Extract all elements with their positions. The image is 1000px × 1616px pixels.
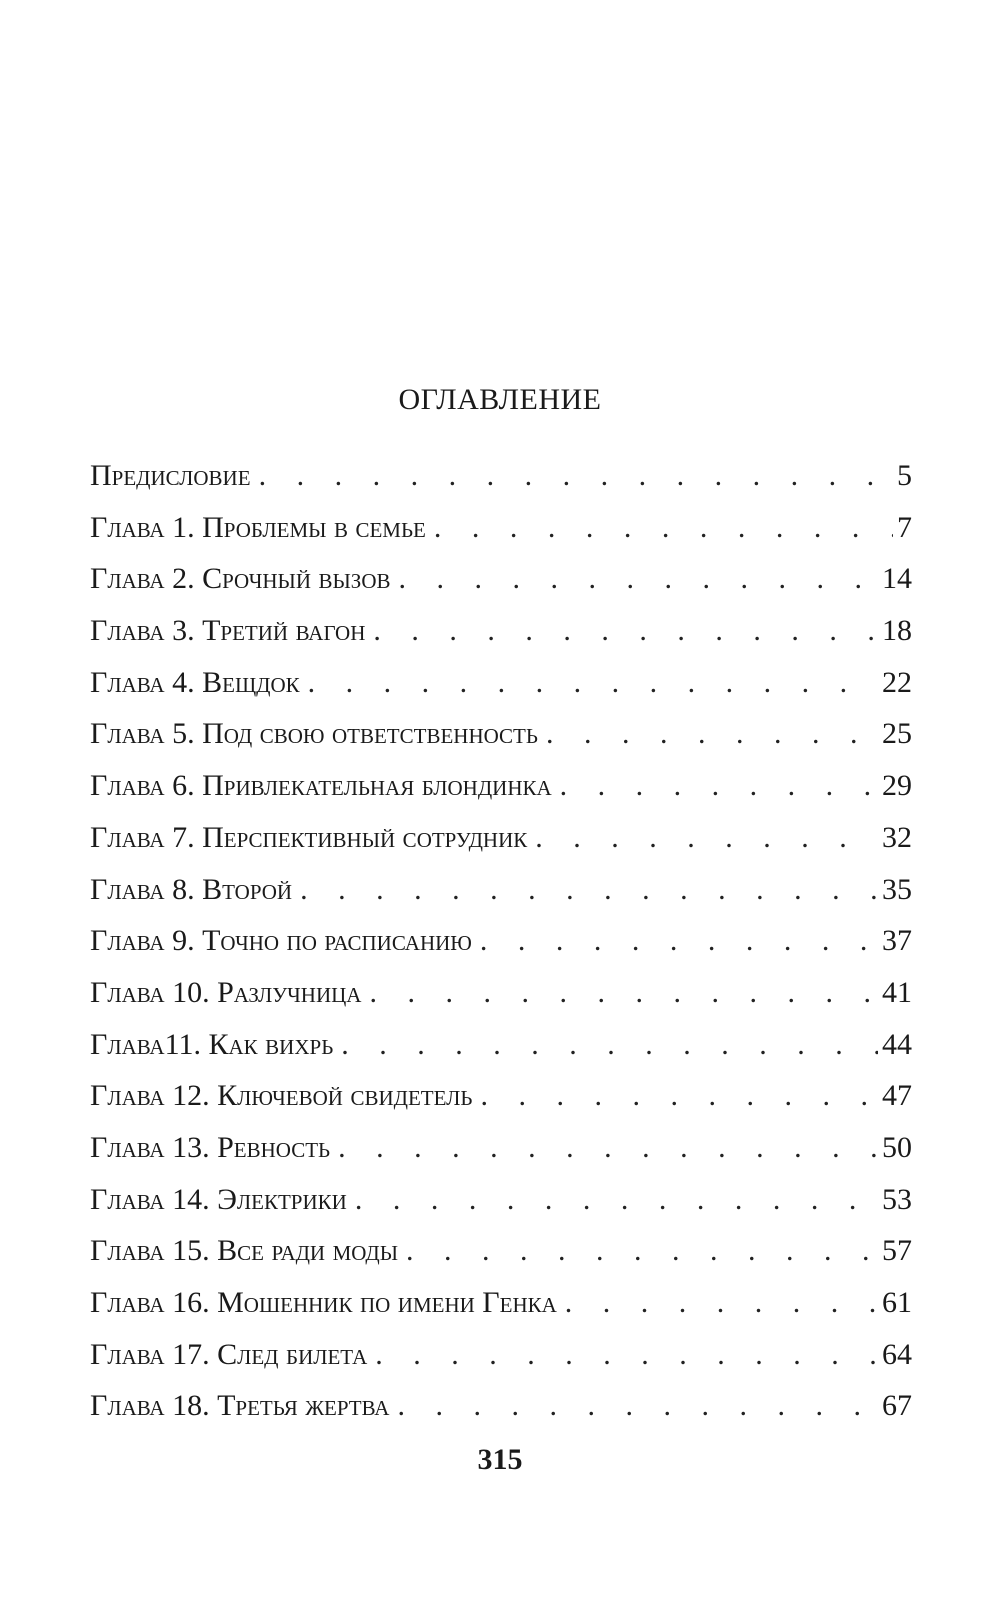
toc-entry (90, 766, 912, 818)
toc-entry-page: 64 (882, 1337, 912, 1371)
toc-entry-label: Глава 9. Точно по расписанию (90, 924, 472, 958)
toc-leader-dots (375, 1335, 878, 1375)
toc-leader-dots (406, 1231, 878, 1271)
toc-entry-page: 57 (882, 1234, 912, 1268)
toc-leader-dots (560, 766, 878, 806)
toc-entry-page: 32 (882, 820, 912, 854)
toc-entry-page: 7 (897, 510, 912, 544)
toc-leader-dots (338, 1128, 878, 1168)
toc-leader-dots (480, 921, 878, 961)
toc-entry-page: 14 (882, 562, 912, 596)
toc-entry-label: Предисловие (90, 459, 251, 492)
toc-entry-page: 18 (882, 614, 912, 648)
toc-leader-dots (480, 1076, 878, 1116)
toc-entry-page: 53 (882, 1182, 912, 1216)
toc-entry (90, 1076, 912, 1128)
toc-leader-dots (434, 508, 893, 548)
toc-entry-page: 41 (882, 975, 912, 1009)
toc-entry (90, 1128, 912, 1180)
toc-entry (90, 818, 912, 870)
toc-entry-label: Глава 6. Привлекательная блондинка (90, 769, 552, 803)
toc-entry-label: Глава 13. Ревность (90, 1130, 331, 1164)
toc-leader-dots (535, 818, 878, 858)
page-number: 315 (477, 1443, 523, 1476)
toc-leader-dots (308, 663, 878, 703)
toc-entry-label: Глава 14. Электрики (90, 1182, 347, 1216)
toc-entry-page: 67 (882, 1389, 912, 1423)
toc-entry-label: Глава11. Как вихрь (90, 1027, 334, 1061)
toc-entry-label: Глава 15. Все ради моды (90, 1234, 399, 1268)
toc-entry (90, 663, 912, 715)
toc-entry (90, 1180, 912, 1232)
toc-entry (90, 508, 912, 560)
toc-entry (90, 714, 912, 766)
toc-entry (90, 1025, 912, 1077)
toc-leader-dots (341, 1025, 878, 1065)
toc-entry (90, 1335, 912, 1387)
toc-leader-dots (397, 1386, 878, 1426)
toc-entry-label: Глава 10. Разлучница (90, 975, 362, 1009)
toc-entry-page: 35 (882, 872, 912, 906)
toc-list (90, 456, 912, 1438)
toc-entry (90, 870, 912, 922)
toc-entry-page: 61 (882, 1286, 912, 1319)
toc-entry (90, 456, 912, 508)
toc-entry (90, 921, 912, 973)
toc-entry-label: Глава 4. Вещдок (90, 665, 300, 699)
toc-leader-dots (565, 1283, 878, 1323)
toc-leader-dots (259, 456, 893, 496)
toc-entry-page: 29 (882, 769, 912, 803)
toc-entry (90, 1283, 912, 1335)
toc-entry-page: 44 (882, 1027, 912, 1061)
toc-entry-page: 37 (882, 924, 912, 958)
toc-entry (90, 1386, 912, 1438)
toc-entry-label: Глава 18. Третья жертва (90, 1389, 390, 1423)
toc-entry (90, 559, 912, 611)
toc-entry-page: 47 (882, 1079, 912, 1113)
toc-entry-label: Глава 12. Ключевой свидетель (90, 1079, 473, 1113)
toc-entry (90, 973, 912, 1025)
toc-entry-label: Глава 1. Проблемы в семье (90, 510, 426, 544)
toc-entry-label: Глава 7. Перспективный сотрудник (90, 820, 528, 854)
toc-entry-page: 5 (897, 459, 912, 492)
toc-leader-dots (355, 1180, 878, 1220)
toc-entry-label: Глава 3. Третий вагон (90, 614, 366, 648)
toc-leader-dots (373, 611, 878, 651)
toc-leader-dots (546, 714, 878, 754)
toc-title: ОГЛАВЛЕНИЕ (398, 383, 602, 416)
toc-entry-label: Глава 2. Срочный вызов (90, 562, 391, 596)
toc-entry-page: 25 (882, 717, 912, 751)
toc-leader-dots (369, 973, 878, 1013)
toc-entry (90, 1231, 912, 1283)
toc-entry-label: Глава 5. Под свою ответственность (90, 717, 538, 751)
toc-entry-label: Глава 16. Мошенник по имени Генка (90, 1286, 557, 1319)
toc-entry (90, 611, 912, 663)
toc-leader-dots (300, 870, 878, 910)
toc-entry-page: 22 (882, 665, 912, 699)
toc-entry-label: Глава 17. След билета (90, 1337, 368, 1371)
toc-entry-label: Глава 8. Второй (90, 872, 293, 906)
toc-leader-dots (399, 559, 879, 599)
toc-entry-page: 50 (882, 1130, 912, 1164)
